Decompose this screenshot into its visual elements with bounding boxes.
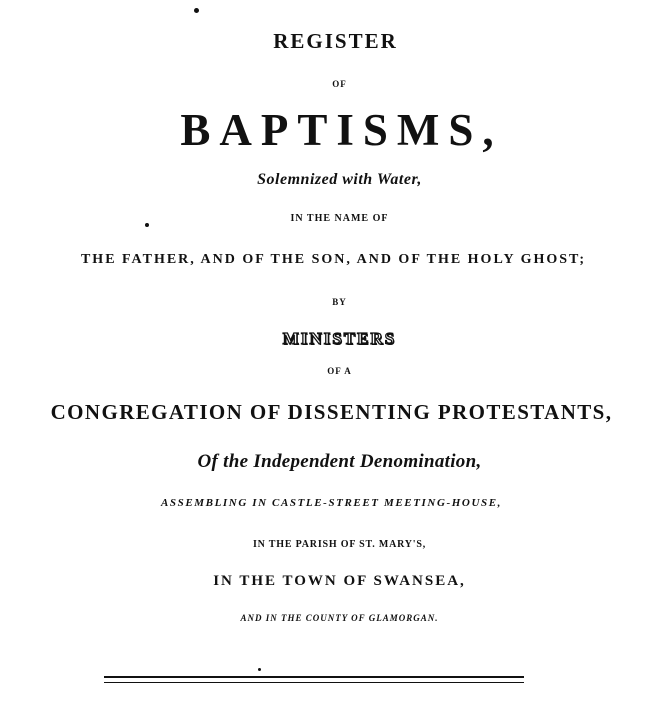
of-connector: OF <box>332 79 347 89</box>
town-line: IN THE TOWN OF SWANSEA, <box>213 573 466 589</box>
congregation-heading: CONGREGATION OF DISSENTING PROTESTANTS, <box>50 400 613 424</box>
trinity-line: THE FATHER, AND OF THE SON, AND OF THE HOLY GHOST; <box>80 252 587 267</box>
in-the-name-of-line: IN THE NAME OF <box>290 213 389 224</box>
register-heading: REGISTER <box>273 29 398 53</box>
double-rule-top <box>104 676 524 678</box>
by-connector: BY <box>332 297 347 307</box>
county-line: AND IN THE COUNTY OF GLAMORGAN. <box>240 613 439 623</box>
of-a-connector: OF A <box>327 366 352 376</box>
parish-line: IN THE PARISH OF ST. MARY'S, <box>252 539 427 550</box>
solemnized-line: Solemnized with Water, <box>257 171 422 188</box>
ink-speck <box>145 223 149 227</box>
baptisms-title: BAPTISMS, <box>180 105 503 155</box>
ink-speck <box>258 668 261 671</box>
ministers-heading: MINISTERS <box>282 329 397 348</box>
denomination-line: Of the Independent Denomination, <box>197 451 482 472</box>
assembling-line: ASSEMBLING IN CASTLE-STREET MEETING-HOUSE, <box>160 497 503 509</box>
ink-speck <box>194 8 199 13</box>
double-rule-bottom <box>104 682 524 683</box>
